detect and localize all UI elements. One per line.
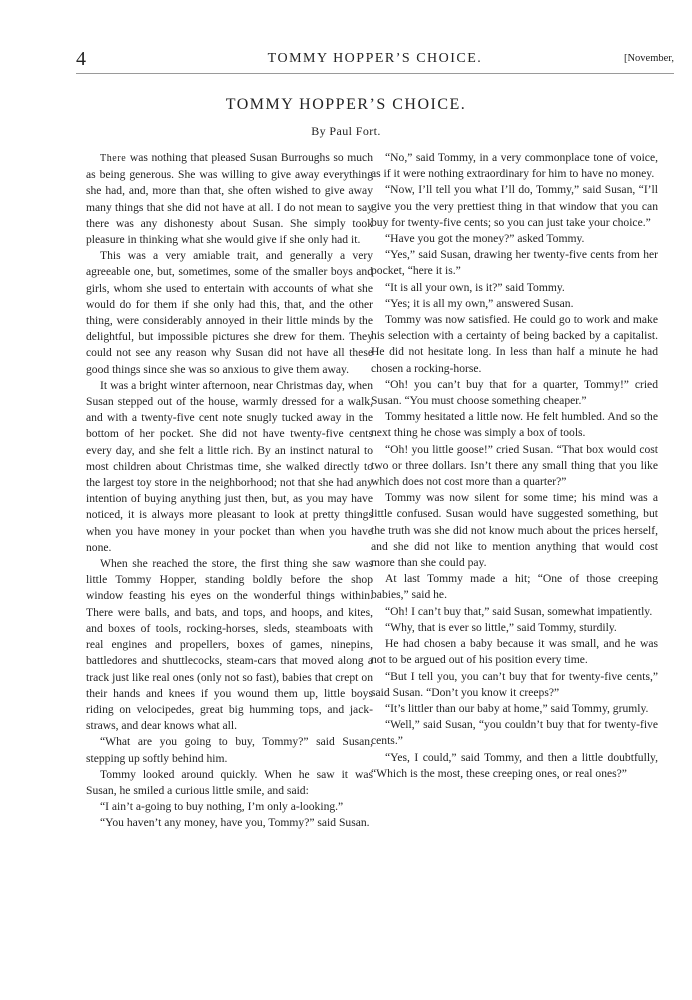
paragraph: “I ain’t a-going to buy nothing, I’m only a-looking.” — [100, 800, 344, 814]
right-column — [371, 150, 658, 782]
paragraph: Tommy was now satisfied. He could go to work and make his selection with a certainty of being backed by a capitalist. He did not hesitate long. In less than half a minute he had chosen a rocking-horse. — [371, 313, 658, 375]
article-title: TOMMY HOPPER’S CHOICE. — [225, 96, 467, 113]
paragraph: “Now, I’ll tell you what I’ll do, Tommy,” said Susan, “I’ll give you the very prettiest thing in that window that you can buy for twenty-five cents; so you can just take your choice.” — [371, 183, 658, 229]
article-byline: By Paul Fort. — [311, 124, 381, 138]
running-title: TOMMY HOPPER’S CHOICE. — [267, 51, 483, 66]
paragraph: Tommy was now silent for some time; his mind was a little confused. Susan would have suggested something, but the truth was she did not know much about the prices herself, and she did not like to mention anything that would cost more than she could pay. — [371, 491, 658, 570]
paragraph: It was a bright winter afternoon, near Christmas day, when Susan stepped out of the house, warmly dressed for a walk, and with a twenty-five cent note snugly tucked away in the bottom of her pocket. She did not have twenty-five cents every day, and she felt a little rich. By an instinct natural to most children about Christmas time, she walked directly to the largest toy store in the neighborhood; not that she had any intention of buying anything just then, but, as you may have noticed, it is always more pleasant to look at pretty things when you have money in your pocket than when you have none. — [86, 378, 373, 554]
header-rule — [76, 73, 674, 74]
paragraph — [86, 150, 373, 248]
paragraph: “What are you going to buy, Tommy?” said Susan, stepping up softly behind him. — [86, 735, 373, 765]
paragraph: “It is all your own, is it?” said Tommy. — [385, 280, 565, 294]
page-number: 4 — [76, 48, 86, 70]
paragraph: “Yes; it is all my own,” answered Susan. — [385, 296, 574, 310]
paragraph: “Why, that is ever so little,” said Tommy, sturdily. — [385, 620, 617, 634]
paragraph: “Yes, I could,” said Tommy, and then a little doubtfully, “Which is the most, these creeping ones, or real ones?” — [371, 750, 658, 780]
paragraph: “Oh! I can’t buy that,” said Susan, somewhat impatiently. — [385, 604, 653, 618]
paragraph: At last Tommy made a hit; “One of those creeping babies,” said he. — [371, 572, 658, 602]
paragraph: “It’s littler than our baby at home,” said Tommy, grumly. — [385, 701, 649, 715]
paragraph: “Have you got the money?” asked Tommy. — [385, 232, 585, 246]
paragraph: He had chosen a baby because it was small, and he was not to be argued out of his position every time. — [371, 637, 658, 667]
paragraph: “You haven’t any money, have you, Tommy?” said Susan. — [100, 816, 370, 830]
issue-month: [November, — [623, 53, 674, 64]
paragraph: “Well,” said Susan, “you couldn’t buy that for twenty-five cents.” — [371, 718, 658, 748]
paragraph: “No,” said Tommy, in a very commonplace tone of voice, as if it were nothing extraordinary for him to have no money. — [371, 151, 658, 181]
paragraph: “But I tell you, you can’t buy that for twenty-five cents,” said Susan. “Don’t you know it creeps?” — [371, 669, 658, 699]
paragraph: “Oh! you can’t buy that for a quarter, Tommy!” cried Susan. “You must choose something cheaper.” — [371, 377, 658, 408]
drop-word: There — [100, 153, 127, 164]
paragraph: When she reached the store, the first thing she saw was little Tommy Hopper, standing boldly before the shop window feasting his eyes on the wonderful things within. There were balls, and bats, and tops, and hoops, and kites, and boxes of tools, rocking-horses, sleds, steamboats with real engines and propellers, boxes of games, ninepins, battledores and shuttlecocks, steam-cars that moved along a track just like real ones (only not so fast), babies that crept on their hands and knees if you wound them up, little boys riding on velocipedes, great big humming tops, and jack-straws, and dear knows what all. — [86, 557, 373, 733]
paragraph: “Oh! you little goose!” cried Susan. “That box would cost two or three dollars. Isn’t there any small thing that you like which does not cost more than a quarter?” — [371, 442, 658, 489]
running-head — [76, 48, 674, 70]
paragraph: This was a very amiable trait, and generally a very agreeable one, but, sometimes, some of the smaller boys and girls, whom she used to entertain with accounts of what she would do for them if she only had this, that, and the other thing, were considerably annoyed in their little minds by the delightful, but impossible pictures she drew for them. They could not see any reason why Susan did not have all these good things since she was so anxious to give them away. — [86, 249, 373, 376]
paragraph: Tommy hesitated a little now. He felt humbled. And so the next thing he chose was simply a box of tools. — [371, 410, 658, 440]
paragraph: Tommy looked around quickly. When he saw it was Susan, he smiled a curious little smile, and said: — [86, 767, 373, 797]
paragraph-text: was nothing that pleased Susan Burroughs so much as being generous. She was willing to give away everything she had, and, more than that, she often wished to give away many things that she did not have at all. I do not mean to say there was any dishonesty about Susan. She simply took pleasure in thinking what she would give if she only had it. — [86, 151, 373, 247]
paragraph: “Yes,” said Susan, drawing her twenty-five cents from her pocket, “here it is.” — [371, 248, 658, 278]
left-column — [86, 150, 373, 832]
